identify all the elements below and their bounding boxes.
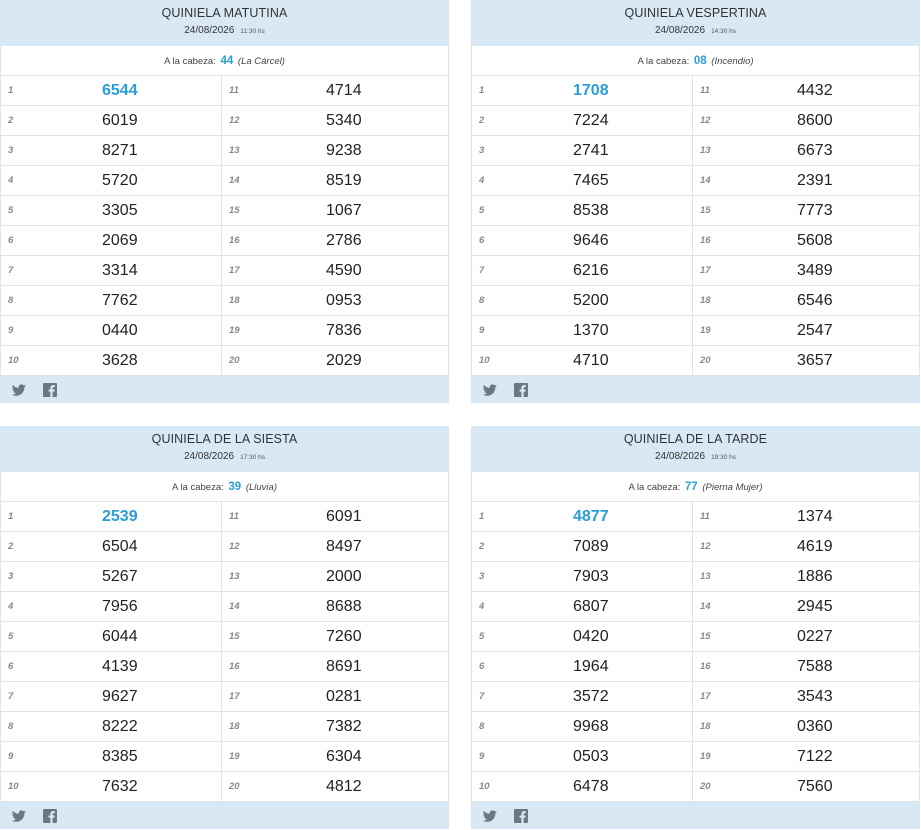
result-number: 5340 [326,112,362,129]
result-cell [1,106,222,136]
result-cell [222,502,449,532]
result-number: 2069 [102,232,138,249]
position-number: 16 [700,661,711,672]
card-header [471,0,920,46]
result-cell [472,256,693,286]
result-cell [1,772,222,802]
cabeza-number: 44 [220,55,234,67]
result-number: 0503 [573,748,609,765]
position-number: 9 [479,325,485,336]
position-number: 11 [700,85,710,96]
draw-time: 11:30 hs [240,28,265,35]
cabeza-label: A la cabeza: [628,482,681,493]
result-cell [222,226,449,256]
result-number: 4877 [573,508,609,525]
result-cell [222,196,449,226]
position-number: 8 [8,295,14,306]
cabeza-line [0,46,449,76]
result-cell [222,772,449,802]
result-cell [472,106,693,136]
result-cell [693,562,920,592]
result-number: 6304 [326,748,362,765]
position-number: 4 [479,601,485,612]
result-number: 2741 [573,142,609,159]
position-number: 20 [700,781,711,792]
result-cell [1,622,222,652]
result-number: 3572 [573,688,609,705]
quiniela-card [471,426,920,829]
position-number: 14 [700,175,711,186]
card-title: QUINIELA DE LA TARDE [623,432,768,446]
position-number: 4 [479,175,485,186]
position-number: 19 [700,751,711,762]
position-number: 5 [479,631,485,642]
result-cell [693,502,920,532]
result-number: 4590 [326,262,362,279]
result-cell [472,226,693,256]
result-number: 7956 [102,598,138,615]
result-number: 7588 [797,658,833,675]
result-cell [693,532,920,562]
result-number: 6673 [797,142,833,159]
position-number: 1 [8,511,14,522]
result-cell [693,166,920,196]
cabeza-number: 77 [684,481,698,493]
facebook-icon[interactable] [514,809,528,823]
position-number: 15 [229,631,240,642]
result-cell [1,502,222,532]
result-cell [693,772,920,802]
position-number: 10 [479,355,490,366]
position-number: 12 [229,541,240,552]
position-number: 3 [479,571,485,582]
card-title: QUINIELA DE LA SIESTA [151,432,298,446]
result-cell [1,76,222,106]
result-number: 2945 [797,598,833,615]
result-number: 5200 [573,292,609,309]
results-table [0,76,449,376]
result-cell [693,712,920,742]
cabeza-line [471,472,920,502]
result-number: 7465 [573,172,609,189]
result-cell [222,76,449,106]
position-number: 13 [229,145,240,156]
cabeza-number: 08 [693,55,707,67]
result-cell [472,136,693,166]
result-number: 5608 [797,232,833,249]
result-number: 2029 [326,352,362,369]
result-cell [693,682,920,712]
position-number: 12 [700,541,711,552]
result-cell [693,226,920,256]
position-number: 1 [8,85,14,96]
cabeza-meaning: (Incendio) [711,56,754,67]
draw-date-line [471,25,920,38]
result-cell [1,136,222,166]
result-cell [222,712,449,742]
result-number: 9968 [573,718,609,735]
result-cell [1,682,222,712]
quiniela-card [0,0,449,403]
result-number: 8688 [326,598,362,615]
result-number: 0360 [797,718,833,735]
result-number: 1374 [797,508,833,525]
position-number: 11 [229,511,239,522]
draw-date-line [0,451,449,464]
position-number: 19 [700,325,711,336]
result-number: 3543 [797,688,833,705]
position-number: 13 [700,571,711,582]
position-number: 19 [229,751,240,762]
result-cell [222,166,449,196]
result-number: 7560 [797,778,833,795]
card-footer [471,376,920,403]
result-cell [693,592,920,622]
result-cell [222,622,449,652]
card-header [0,0,449,46]
cabeza-number: 39 [228,481,242,493]
result-number: 2391 [797,172,833,189]
cabeza-line [471,46,920,76]
position-number: 4 [8,175,14,186]
position-number: 19 [229,325,240,336]
result-number: 8519 [326,172,362,189]
position-number: 5 [8,205,14,216]
result-number: 5720 [102,172,138,189]
result-number: 6544 [102,82,138,99]
result-number: 9646 [573,232,609,249]
result-cell [222,106,449,136]
result-cell [472,622,693,652]
twitter-icon[interactable] [12,383,26,397]
results-table [471,76,920,376]
card-header [471,426,920,472]
result-number: 6478 [573,778,609,795]
result-number: 8691 [326,658,362,675]
result-cell [693,256,920,286]
position-number: 7 [479,265,485,276]
result-number: 7260 [326,628,362,645]
result-number: 7122 [797,748,833,765]
result-cell [472,316,693,346]
position-number: 14 [229,175,240,186]
result-cell [1,286,222,316]
draw-date: 24/08/2026 [184,451,235,462]
position-number: 18 [700,721,711,732]
position-number: 17 [229,691,240,702]
result-number: 8600 [797,112,833,129]
result-cell [693,106,920,136]
result-number: 6546 [797,292,833,309]
card-footer [0,376,449,403]
result-cell [222,346,449,376]
position-number: 10 [479,781,490,792]
result-cell [1,532,222,562]
result-number: 3657 [797,352,833,369]
result-cell [1,316,222,346]
position-number: 11 [700,511,710,522]
result-number: 2539 [102,508,138,525]
result-cell [472,502,693,532]
position-number: 5 [479,205,485,216]
position-number: 1 [479,511,485,522]
twitter-icon[interactable] [483,383,497,397]
result-cell [693,652,920,682]
cabeza-line [0,472,449,502]
result-number: 6044 [102,628,138,645]
position-number: 12 [229,115,240,126]
result-number: 0420 [573,628,609,645]
draw-date: 24/08/2026 [184,25,235,36]
result-number: 8271 [102,142,138,159]
position-number: 5 [8,631,14,642]
result-number: 4714 [326,82,362,99]
position-number: 3 [8,571,14,582]
position-number: 12 [700,115,711,126]
result-cell [222,682,449,712]
position-number: 18 [229,721,240,732]
result-cell [472,742,693,772]
position-number: 2 [479,541,485,552]
result-cell [472,286,693,316]
card-title: QUINIELA MATUTINA [161,6,288,20]
result-number: 2547 [797,322,833,339]
cabeza-label: A la cabeza: [172,482,224,493]
result-cell [472,196,693,226]
position-number: 18 [229,295,240,306]
result-number: 4812 [326,778,362,795]
result-number: 1886 [797,568,833,585]
result-number: 8497 [326,538,362,555]
result-number: 5267 [102,568,138,585]
result-cell [693,622,920,652]
position-number: 4 [8,601,14,612]
result-cell [222,562,449,592]
position-number: 13 [700,145,711,156]
position-number: 14 [700,601,711,612]
result-cell [1,346,222,376]
facebook-icon[interactable] [43,809,57,823]
position-number: 13 [229,571,240,582]
result-cell [222,136,449,166]
result-cell [472,682,693,712]
result-number: 1370 [573,322,609,339]
position-number: 20 [229,355,240,366]
result-cell [472,712,693,742]
result-number: 9238 [326,142,362,159]
result-cell [222,286,449,316]
result-number: 2786 [326,232,362,249]
position-number: 6 [479,661,485,672]
results-table [471,502,920,802]
position-number: 7 [8,265,14,276]
result-cell [222,652,449,682]
result-cell [222,532,449,562]
position-number: 17 [700,691,711,702]
draw-time: 17:30 hs [240,454,265,461]
result-number: 4432 [797,82,833,99]
result-cell [472,346,693,376]
result-number: 6091 [326,508,362,525]
result-number: 7836 [326,322,362,339]
position-number: 8 [479,721,485,732]
result-cell [1,712,222,742]
result-number: 3489 [797,262,833,279]
result-number: 3314 [102,262,138,279]
result-cell [1,592,222,622]
result-cell [1,196,222,226]
result-number: 1964 [573,658,609,675]
result-cell [472,562,693,592]
position-number: 18 [700,295,711,306]
position-number: 1 [479,85,485,96]
position-number: 10 [8,781,19,792]
facebook-icon[interactable] [514,383,528,397]
cabeza-meaning: (Lluvia) [245,482,277,493]
cabeza-meaning: (Pierna Mujer) [702,482,763,493]
result-cell [1,652,222,682]
result-number: 7089 [573,538,609,555]
result-number: 4139 [102,658,138,675]
result-cell [693,742,920,772]
position-number: 20 [229,781,240,792]
result-number: 7762 [102,292,138,309]
position-number: 16 [700,235,711,246]
result-cell [693,76,920,106]
position-number: 3 [8,145,14,156]
result-number: 8385 [102,748,138,765]
result-cell [1,562,222,592]
result-number: 8222 [102,718,138,735]
position-number: 15 [700,205,711,216]
result-cell [693,286,920,316]
result-number: 0953 [326,292,362,309]
result-cell [222,256,449,286]
result-number: 6504 [102,538,138,555]
position-number: 17 [700,265,711,276]
result-number: 0227 [797,628,833,645]
result-number: 7632 [102,778,138,795]
position-number: 16 [229,661,240,672]
result-cell [472,166,693,196]
twitter-icon[interactable] [483,809,497,823]
result-cell [693,136,920,166]
result-cell [693,346,920,376]
card-footer [0,802,449,829]
result-number: 7773 [797,202,833,219]
position-number: 15 [700,631,711,642]
draw-date-line [0,25,449,38]
card-footer [471,802,920,829]
results-table [0,502,449,802]
position-number: 9 [8,751,14,762]
draw-date-line [471,451,920,464]
result-cell [1,742,222,772]
position-number: 2 [8,541,14,552]
result-number: 8538 [573,202,609,219]
result-number: 9627 [102,688,138,705]
result-cell [693,316,920,346]
result-cell [693,196,920,226]
position-number: 6 [479,235,485,246]
result-cell [472,652,693,682]
position-number: 9 [479,751,485,762]
position-number: 2 [8,115,14,126]
result-number: 6216 [573,262,609,279]
position-number: 11 [229,85,239,96]
position-number: 6 [8,661,14,672]
position-number: 8 [8,721,14,732]
result-cell [1,226,222,256]
position-number: 14 [229,601,240,612]
facebook-icon[interactable] [43,383,57,397]
draw-time: 14:30 hs [711,28,736,35]
position-number: 20 [700,355,711,366]
card-title: QUINIELA VESPERTINA [624,6,767,20]
result-number: 4619 [797,538,833,555]
result-cell [1,166,222,196]
twitter-icon[interactable] [12,809,26,823]
result-number: 7903 [573,568,609,585]
position-number: 17 [229,265,240,276]
cabeza-meaning: (La Cárcel) [237,56,285,67]
cabeza-label: A la cabeza: [164,56,216,67]
position-number: 2 [479,115,485,126]
cabeza-label: A la cabeza: [637,56,690,67]
result-number: 6807 [573,598,609,615]
result-number: 1067 [326,202,362,219]
position-number: 16 [229,235,240,246]
result-number: 1708 [573,82,609,99]
position-number: 9 [8,325,14,336]
result-number: 7382 [326,718,362,735]
result-number: 0281 [326,688,362,705]
position-number: 6 [8,235,14,246]
position-number: 15 [229,205,240,216]
draw-date: 24/08/2026 [655,25,706,36]
draw-date: 24/08/2026 [655,451,706,462]
result-number: 0440 [102,322,138,339]
result-cell [472,772,693,802]
result-cell [222,592,449,622]
quiniela-card [0,426,449,829]
position-number: 7 [479,691,485,702]
result-cell [472,592,693,622]
result-number: 3305 [102,202,138,219]
quiniela-card [471,0,920,403]
result-number: 2000 [326,568,362,585]
result-number: 3628 [102,352,138,369]
position-number: 3 [479,145,485,156]
result-number: 4710 [573,352,609,369]
result-cell [1,256,222,286]
result-number: 7224 [573,112,609,129]
draw-time: 19:30 hs [711,454,736,461]
position-number: 7 [8,691,14,702]
position-number: 10 [8,355,19,366]
position-number: 8 [479,295,485,306]
result-cell [472,532,693,562]
result-number: 6019 [102,112,138,129]
result-cell [472,76,693,106]
card-header [0,426,449,472]
result-cell [222,316,449,346]
result-cell [222,742,449,772]
